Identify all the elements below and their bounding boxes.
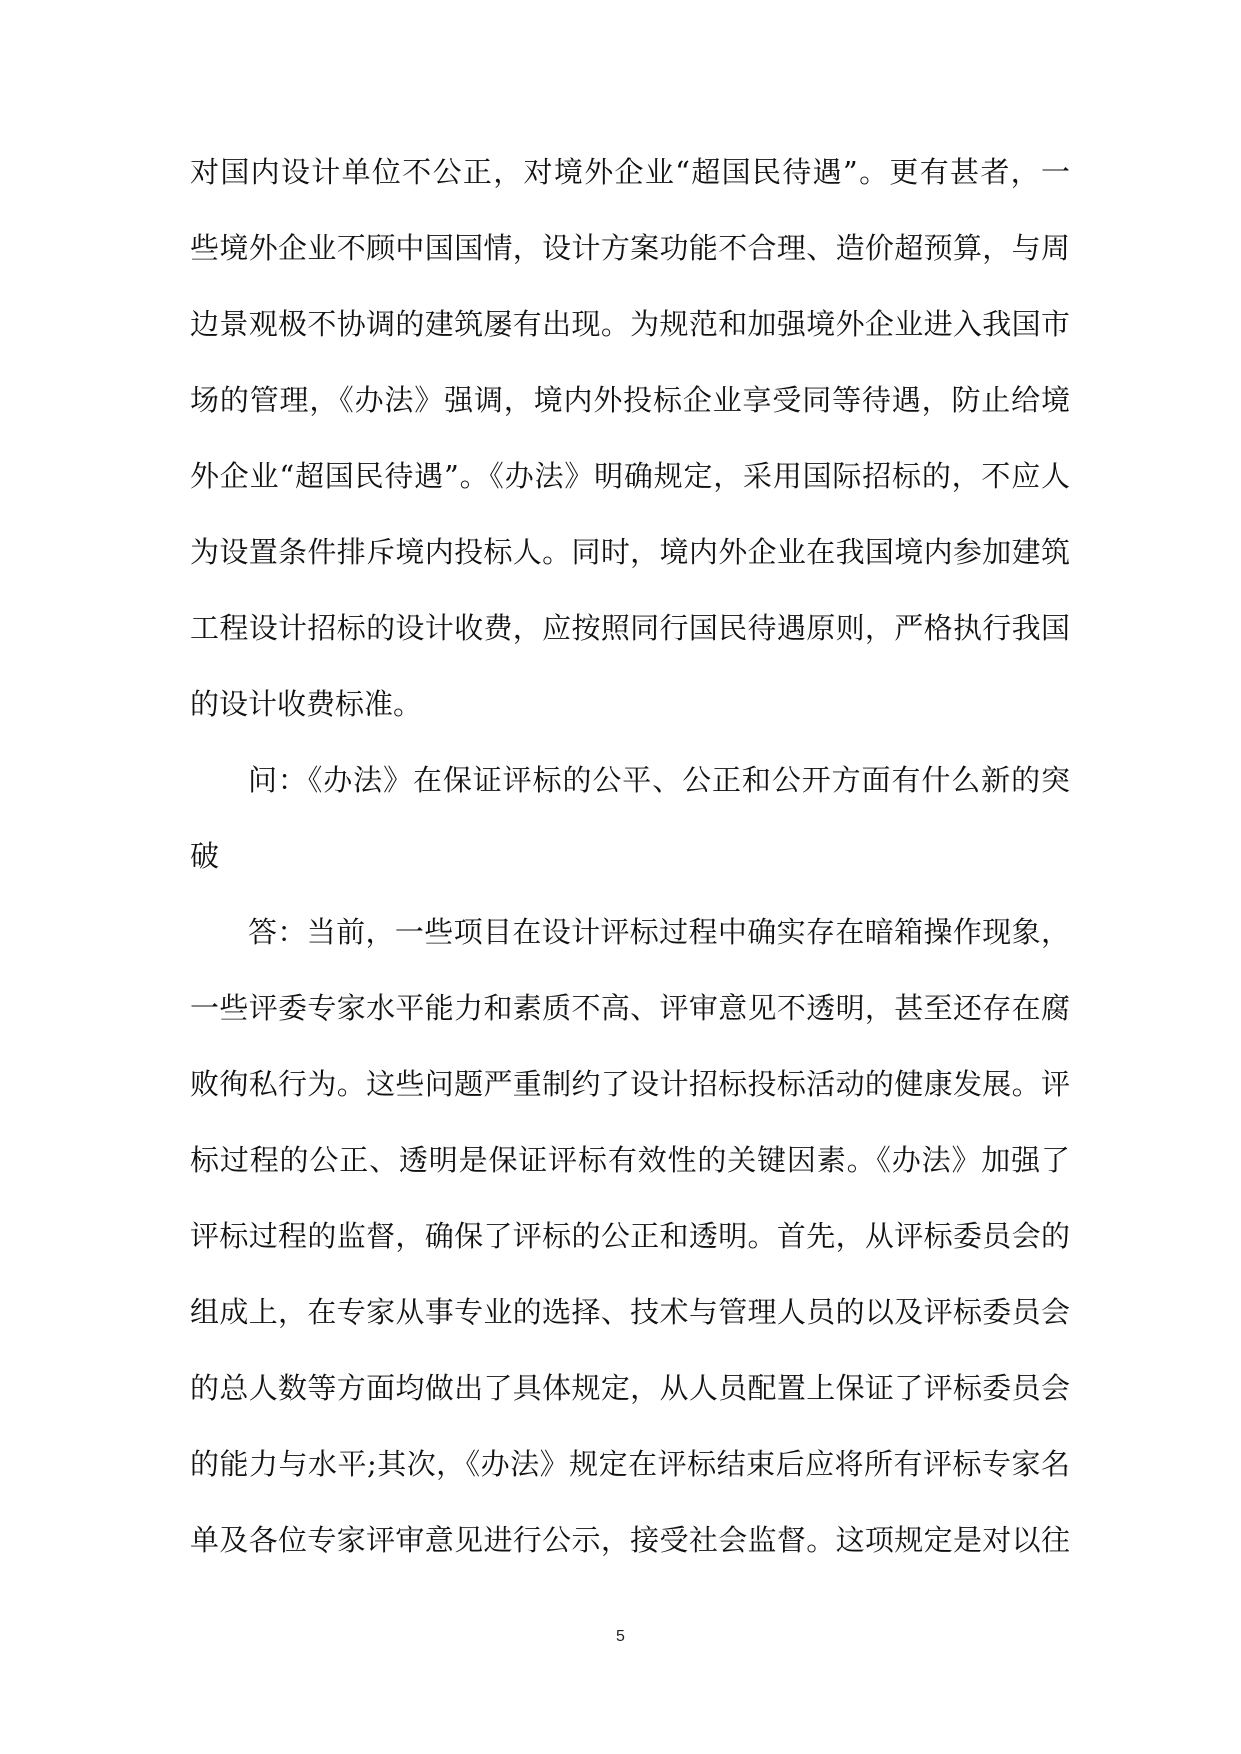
answer-line: 答：当前，一些项目在设计评标过程中确实存在暗箱操作现象， [248, 915, 1070, 949]
question-line: 问：《办法》在保证评标的公平、公正和公开方面有什么新的突 [248, 763, 1070, 797]
text-line: 为设置条件排斥境内投标人。同时，境内外企业在我国境内参加建筑 [190, 535, 1070, 569]
answer-line: 的能力与水平;其次，《办法》规定在评标结束后应将所有评标专家名 [190, 1447, 1070, 1481]
answer-line: 一些评委专家水平能力和素质不高、评审意见不透明，甚至还存在腐 [190, 991, 1070, 1025]
text-line: 些境外企业不顾中国国情，设计方案功能不合理、造价超预算，与周 [190, 231, 1070, 265]
answer-line: 标过程的公正、透明是保证评标有效性的关键因素。《办法》加强了 [190, 1143, 1070, 1177]
page-number: 5 [616, 1628, 625, 1645]
question-line: 破 [190, 839, 220, 873]
text-line: 工程设计招标的设计收费，应按照同行国民待遇原则，严格执行我国 [190, 611, 1070, 645]
text-line: 对国内设计单位不公正，对境外企业“超国民待遇”。更有甚者，一 [190, 155, 1070, 189]
text-line: 的设计收费标准。 [190, 687, 423, 721]
text-line: 外企业“超国民待遇”。《办法》明确规定，采用国际招标的，不应人 [190, 459, 1070, 493]
body-text [190, 134, 1070, 1578]
answer-line: 组成上，在专家从事专业的选择、技术与管理人员的以及评标委员会 [190, 1295, 1070, 1329]
answer-line: 的总人数等方面均做出了具体规定，从人员配置上保证了评标委员会 [190, 1371, 1070, 1405]
answer-line: 评标过程的监督，确保了评标的公正和透明。首先，从评标委员会的 [190, 1219, 1070, 1253]
answer-line: 单及各位专家评审意见进行公示，接受社会监督。这项规定是对以往 [190, 1523, 1070, 1557]
text-line: 场的管理，《办法》强调，境内外投标企业享受同等待遇，防止给境 [190, 383, 1070, 417]
text-line: 边景观极不协调的建筑屡有出现。为规范和加强境外企业进入我国市 [190, 307, 1070, 341]
answer-line: 败徇私行为。这些问题严重制约了设计招标投标活动的健康发展。评 [190, 1067, 1070, 1101]
